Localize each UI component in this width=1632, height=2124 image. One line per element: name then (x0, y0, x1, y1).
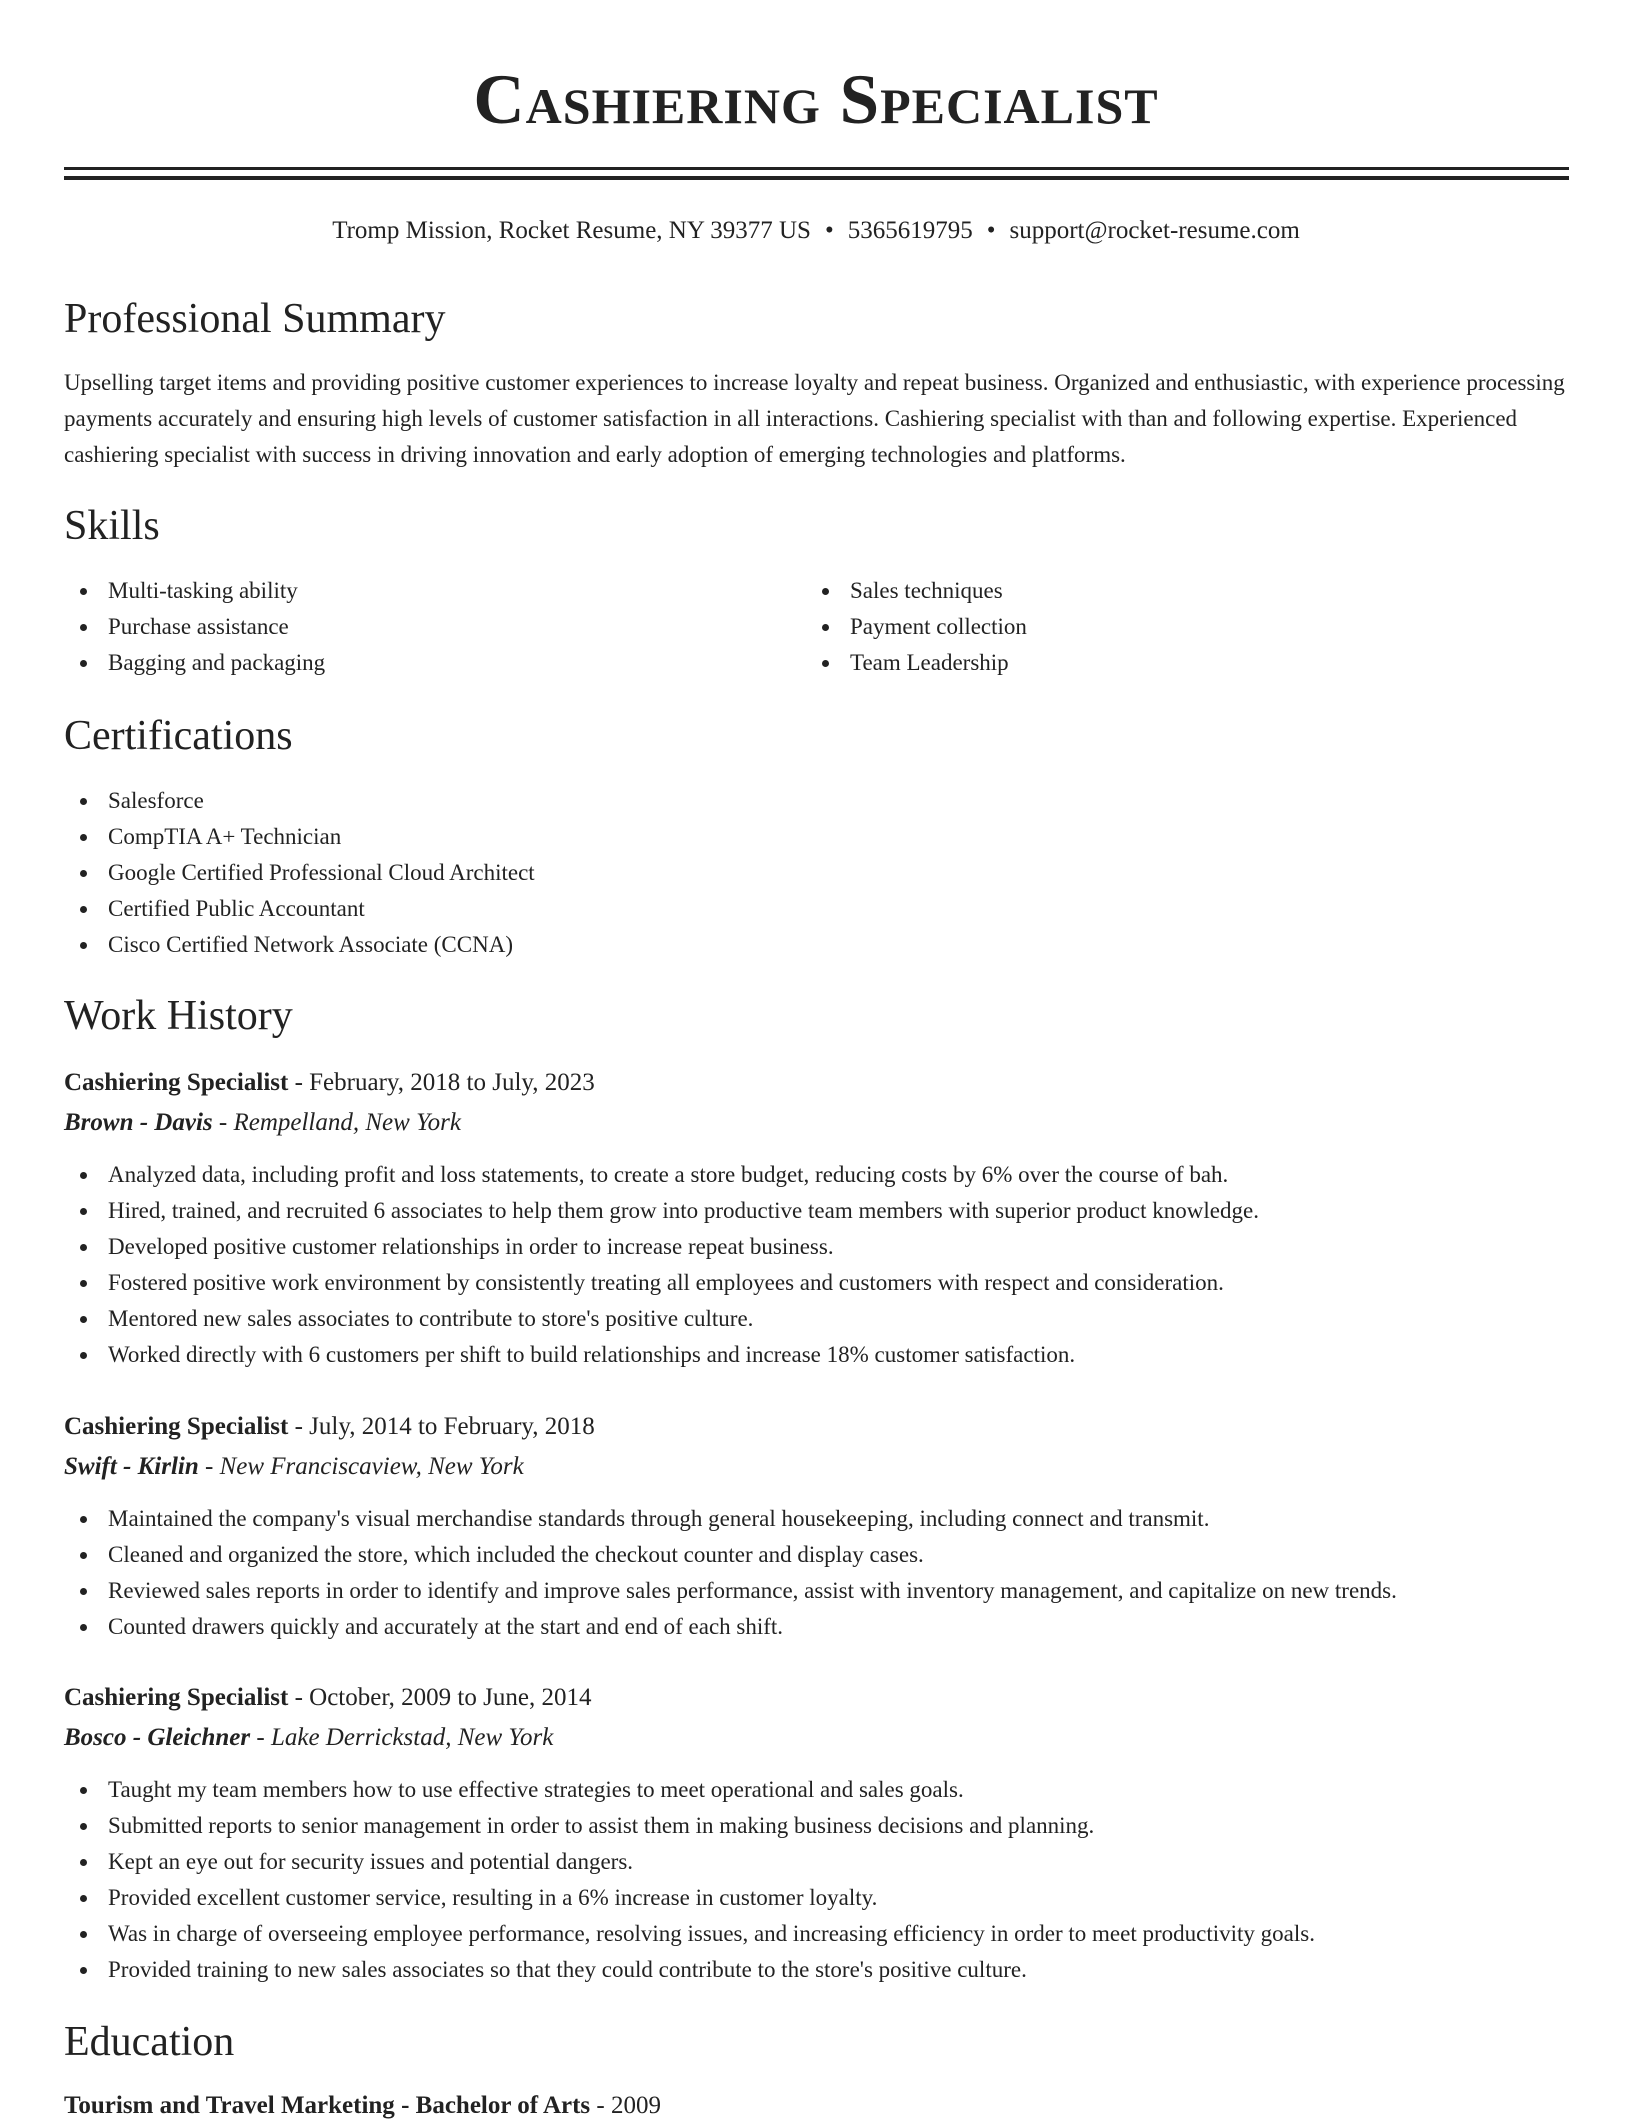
skill-item: Payment collection (806, 609, 1506, 645)
contact-email: support@rocket-resume.com (1009, 217, 1300, 244)
job-dash: - (288, 1069, 310, 1096)
job-employer: Bosco - Gleichner (64, 1724, 251, 1751)
job-title: Cashiering Specialist (64, 1413, 289, 1440)
job-duty-item: Kept an eye out for security issues and potential dangers. (64, 1844, 1569, 1880)
skills-list-right (806, 573, 1506, 681)
certification-item: Salesforce (64, 783, 1464, 819)
resume-title: Cashiering Specialist (473, 61, 1159, 139)
job-duty-item: Fostered positive work environment by consistently treating all employees and customers with respect and consideration. (64, 1265, 1569, 1301)
job-duty-item: Mentored new sales associates to contribute to store's positive culture. (64, 1301, 1569, 1337)
certification-item: Google Certified Professional Cloud Architect (64, 855, 1464, 891)
job-duty-item: Was in charge of overseeing employee performance, resolving issues, and increasing efficiency in order to meet productivity goals. (64, 1916, 1569, 1952)
job-title-line (64, 1680, 591, 1716)
certification-item: Cisco Certified Network Associate (CCNA) (64, 927, 1464, 963)
job-duties-list (64, 1157, 1569, 1373)
contact-phone: 5365619795 (847, 217, 973, 244)
certifications-list (64, 783, 1464, 963)
contact-line (0, 214, 1632, 248)
job-dash: - (212, 1109, 234, 1136)
skill-item: Multi-tasking ability (64, 573, 764, 609)
job-duty-item: Developed positive customer relationships in order to increase repeat business. (64, 1229, 1569, 1265)
job-dash: - (288, 1684, 310, 1711)
job-duties-list (64, 1772, 1569, 1988)
job-employer-line (64, 1105, 461, 1141)
job-dash: - (198, 1453, 220, 1480)
section-heading-certifications: Certifications (64, 713, 293, 759)
job-title-line (64, 1409, 595, 1445)
job-title-line (64, 1065, 595, 1101)
job-duty-item: Analyzed data, including profit and loss statements, to create a store budget, reducing costs by 6% over the course of bah. (64, 1157, 1569, 1193)
education-year: 2009 (610, 2092, 661, 2119)
education-dash: - (590, 2092, 611, 2119)
job-duty-item: Maintained the company's visual merchandise standards through general housekeeping, including connect and transmit. (64, 1501, 1569, 1537)
skill-item: Bagging and packaging (64, 645, 764, 681)
job-duty-item: Cleaned and organized the store, which included the checkout counter and display cases. (64, 1537, 1569, 1573)
job-location: Rempelland, New York (233, 1109, 462, 1136)
title-divider-top (64, 167, 1569, 170)
education-dash: - (394, 2092, 416, 2119)
job-duty-item: Worked directly with 6 customers per shift to build relationships and increase 18% customer satisfaction. (64, 1337, 1569, 1373)
job-employer: Swift - Kirlin (64, 1453, 199, 1480)
skill-item: Purchase assistance (64, 609, 764, 645)
section-heading-summary: Professional Summary (64, 296, 446, 342)
certification-item: Certified Public Accountant (64, 891, 1464, 927)
contact-separator: • (986, 217, 996, 244)
summary-text: Upselling target items and providing positive customer experiences to increase loyalty and repeat business. Organized and enthusiastic, with experience processing payments accurately and ensuring high levels of customer satisfaction in all interactions. Cashiering specialist with than and following expertise. Experienced cashiering specialist with success in driving innovation and early adoption of emerging technologies and platforms. (64, 370, 1565, 467)
job-duties-list (64, 1501, 1569, 1645)
skill-item: Sales techniques (806, 573, 1506, 609)
skill-item: Team Leadership (806, 645, 1506, 681)
job-duty-item: Taught my team members how to use effective strategies to meet operational and sales goals. (64, 1772, 1569, 1808)
skills-list-left (64, 573, 764, 681)
job-dates: October, 2009 to June, 2014 (309, 1684, 592, 1711)
section-heading-education: Education (64, 2019, 235, 2065)
job-duty-item: Provided excellent customer service, resulting in a 6% increase in customer loyalty. (64, 1880, 1569, 1916)
job-dates: July, 2014 to February, 2018 (309, 1413, 595, 1440)
job-location: New Franciscaview, New York (219, 1453, 524, 1480)
job-title: Cashiering Specialist (64, 1069, 289, 1096)
title-divider-bottom (64, 176, 1569, 180)
job-duty-item: Reviewed sales reports in order to identify and improve sales performance, assist with inventory management, and capitalize on new trends. (64, 1573, 1569, 1609)
job-dates: February, 2018 to July, 2023 (309, 1069, 595, 1096)
job-location: Lake Derrickstad, New York (270, 1724, 554, 1751)
education-line (64, 2088, 661, 2124)
job-duty-item: Counted drawers quickly and accurately at the start and end of each shift. (64, 1609, 1569, 1645)
section-heading-work-history: Work History (64, 993, 293, 1039)
job-duty-item: Provided training to new sales associates so that they could contribute to the store's positive culture. (64, 1952, 1569, 1988)
job-dash: - (288, 1413, 310, 1440)
education-degree: Bachelor of Arts (415, 2092, 591, 2119)
job-employer-line (64, 1720, 553, 1756)
certification-item: CompTIA A+ Technician (64, 819, 1464, 855)
job-duty-item: Submitted reports to senior management in order to assist them in making business decisions and planning. (64, 1808, 1569, 1844)
job-title: Cashiering Specialist (64, 1684, 289, 1711)
job-employer-line (64, 1449, 524, 1485)
education-field: Tourism and Travel Marketing (64, 2092, 395, 2119)
job-employer: Brown - Davis (64, 1109, 213, 1136)
job-dash: - (250, 1724, 271, 1751)
contact-address: Tromp Mission, Rocket Resume, NY 39377 US (332, 217, 811, 244)
section-heading-skills: Skills (64, 503, 160, 549)
job-duty-item: Hired, trained, and recruited 6 associates to help them grow into productive team members with superior product knowledge. (64, 1193, 1569, 1229)
contact-separator: • (824, 217, 834, 244)
